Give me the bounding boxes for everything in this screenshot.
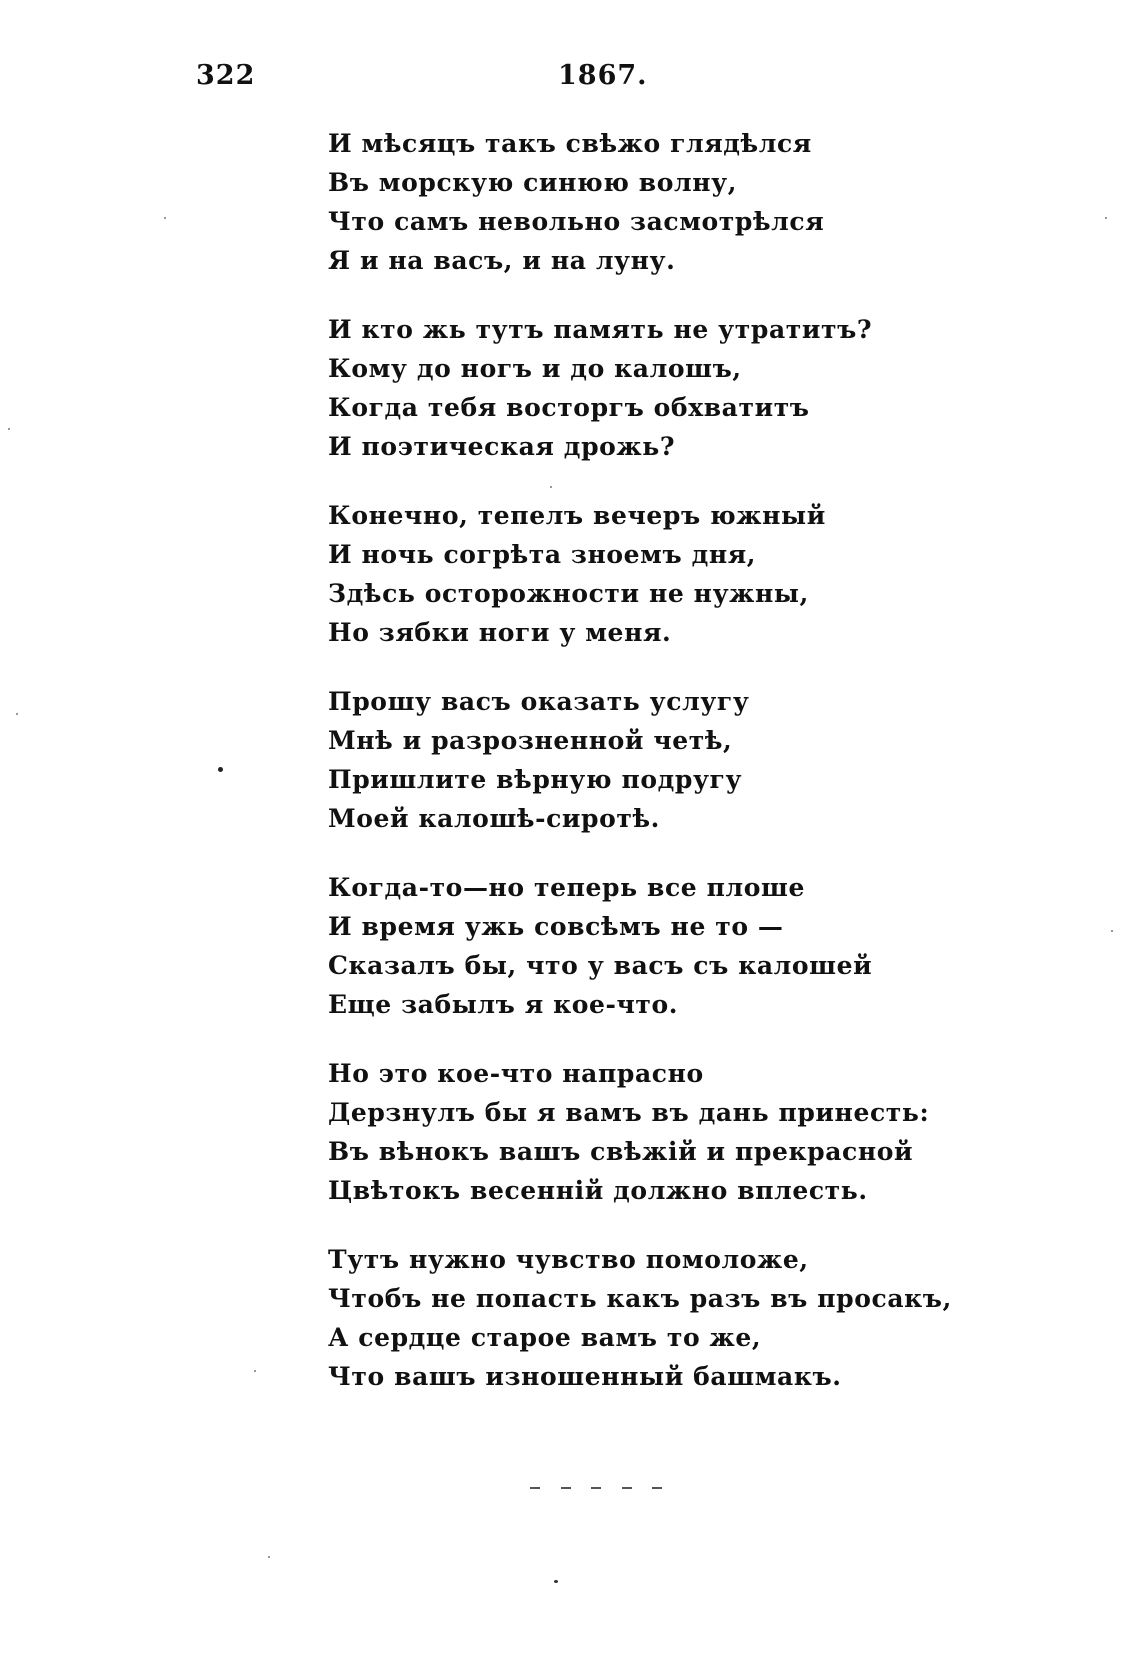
poem-line: Когда тебя восторгъ обхватитъ [328, 393, 810, 422]
ornament-dash [622, 1487, 632, 1489]
poem-line: Я и на васъ, и на луну. [328, 246, 676, 275]
poem-line: И поэтическая дрожь? [328, 432, 676, 461]
poem-line: Въ вѣнокъ вашъ свѣжій и прекрасной [328, 1137, 914, 1166]
poem-line: А сердце старое вамъ то же, [328, 1323, 762, 1352]
poem-line: Но это кое-что напрасно [328, 1059, 704, 1088]
stanza-1 [328, 124, 1068, 280]
poem-line: Тутъ нужно чувство помоложе, [328, 1245, 809, 1274]
scan-speck [8, 428, 10, 430]
poem-line: И мѣсяцъ такъ свѣжо глядѣлся [328, 129, 812, 158]
poem-line: И время ужь совсѣмъ не то — [328, 912, 784, 941]
poem-line: Мнѣ и разрозненной четѣ, [328, 726, 733, 755]
poem-line: Но зябки ноги у меня. [328, 618, 672, 647]
poem-line: Сказалъ бы, что у васъ съ калошей [328, 951, 873, 980]
poem-line: И кто жь тутъ память не утратитъ? [328, 315, 873, 344]
poem-line: Въ морскую синюю волну, [328, 168, 738, 197]
poem-line: Дерзнулъ бы я вамъ въ дань принесть: [328, 1098, 930, 1127]
poem-line: Что вашъ изношенный башмакъ. [328, 1362, 842, 1391]
poem-line: Прошу васъ оказать услугу [328, 687, 750, 716]
poem-line: Конечно, тепелъ вечеръ южный [328, 501, 826, 530]
ornament-dash [561, 1487, 571, 1489]
stanza-2 [328, 310, 1068, 466]
stanza-6 [328, 1054, 1068, 1210]
poem-line: Что самъ невольно засмотрѣлся [328, 207, 825, 236]
poem-line: Чтобъ не попасть какъ разъ въ просакъ, [328, 1284, 952, 1313]
poem-line: И ночь согрѣта зноемъ дня, [328, 540, 757, 569]
poem-line: Здѣсь осторожности не нужны, [328, 579, 809, 608]
ornament-dash [530, 1487, 540, 1489]
stanza-5 [328, 868, 1068, 1024]
poem-line: Еще забылъ я кое-что. [328, 990, 679, 1019]
poem-line: Моей калошѣ-сиротѣ. [328, 804, 660, 833]
scan-speck [554, 1580, 558, 1583]
poem-line: Когда-то—но теперь все плоше [328, 873, 805, 902]
ornament-dash [652, 1487, 662, 1489]
ornament-dash [591, 1487, 601, 1489]
poem-line: Цвѣтокъ весенній должно вплесть. [328, 1176, 868, 1205]
scan-speck [1105, 217, 1107, 219]
page-number: 322 [196, 60, 256, 91]
stanza-7 [328, 1240, 1068, 1396]
stanza-3 [328, 496, 1068, 652]
scan-speck [218, 767, 223, 772]
end-ornament [530, 1487, 662, 1489]
scan-speck [254, 1370, 256, 1372]
page-year: 1867. [558, 60, 648, 91]
scan-speck [550, 486, 552, 488]
poem-line: Пришлите вѣрную подругу [328, 765, 743, 794]
scan-speck [16, 713, 18, 715]
poem-line: Кому до ногъ и до калошъ, [328, 354, 742, 383]
poem [328, 124, 1068, 1426]
scan-speck [164, 217, 166, 219]
scan-speck [1111, 930, 1113, 932]
stanza-4 [328, 682, 1068, 838]
scan-speck [268, 1556, 270, 1558]
